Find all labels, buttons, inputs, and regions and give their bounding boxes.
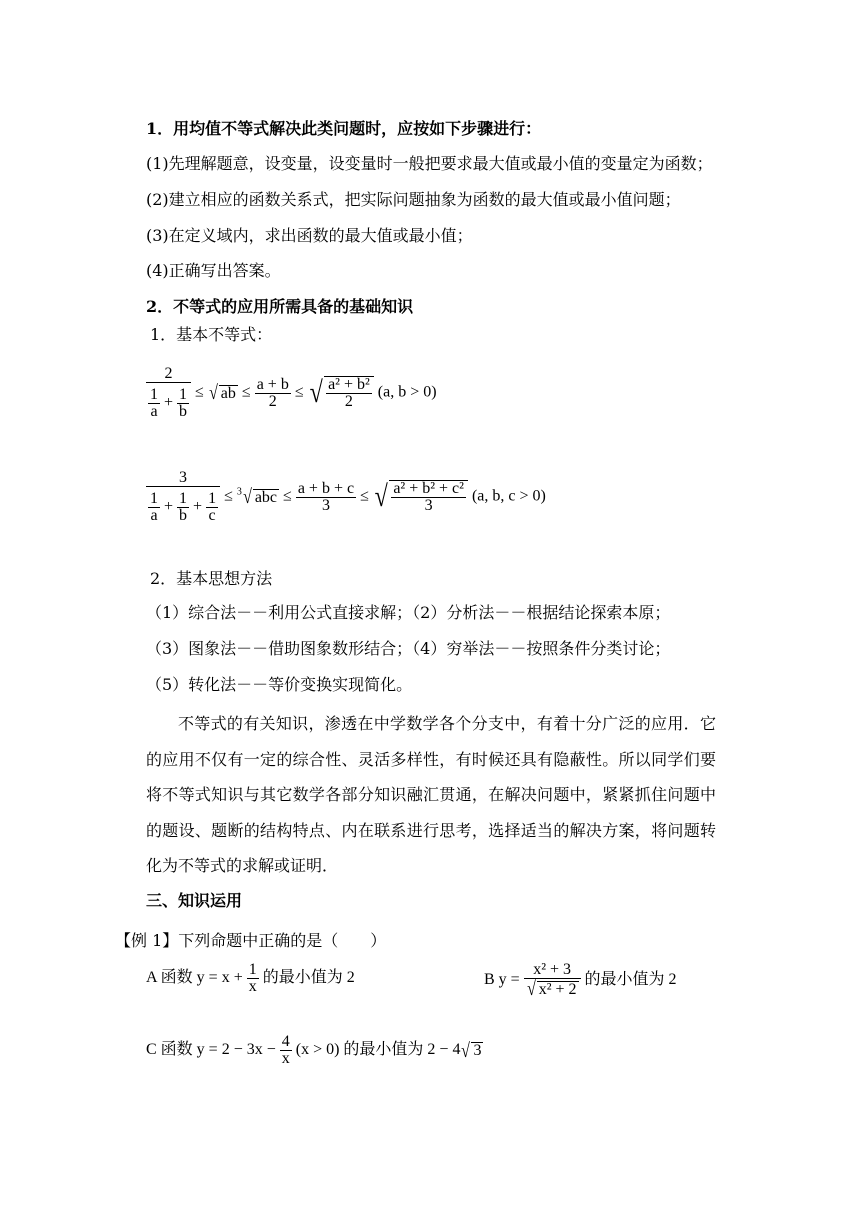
formula-2: 3 $\frac{1}{a}$ + $\frac{1}{b}$ + $\frac{1}{c}$ ≤ $^3$√ abc ≤ $\frac{a + b + c}{3}$ ≤ √ $\frac{\text{a² + b² + c²}}{3}$ (a, b, c > 0) [146,470,546,524]
harmonic-mean-fraction: 2 $\frac{1}{a}$ + $\frac{1}{b}$ [146,366,191,420]
option-a: A 函数 y = x + $\frac{1}{x}$ 的最小值为 2 [146,961,355,995]
example-1: 【例 1】下列命题中正确的是（ ） [115,931,387,950]
section-3-title: 三、知识运用 [146,891,243,910]
formula-1: 2 $\frac{1}{a}$ + $\frac{1}{b}$ ≤ √ ab ≤ $\frac{a + b}{2}$ ≤ √ $\frac{\text{a² + b²}}{2}$ (a, b > 0) [146,366,437,420]
step-4: (4)正确写出答案。 [146,261,281,280]
option-c: C 函数 y = 2 − 3x − $\frac{4}{x}$ (x > 0) 的最小值为 2 − 4√ 3 [146,1033,482,1067]
subheading-basic-inequality: 1．基本不等式： [150,325,273,344]
step-1: (1)先理解题意，设变量，设变量时一般把要求最大值或最小值的变量定为函数； [146,154,713,173]
heading-1: 1．用均值不等式解决此类问题时，应按如下步骤进行： [146,119,542,138]
subheading-methods: 2．基本思想方法 [150,569,273,588]
method-line-2: （3）图象法－－借助图象数形结合；（4）穷举法－－按照条件分类讨论； [146,639,671,658]
method-line-3: （5）转化法－－等价变换实现简化。 [146,675,413,694]
harmonic-mean-fraction-3: 3 $\frac{1}{a}$ + $\frac{1}{b}$ + $\frac{1}{c}$ [146,470,220,524]
step-2: (2)建立相应的函数关系式，把实际问题抽象为函数的最大值或最小值问题； [146,190,681,209]
heading-2: 2．不等式的应用所需具备的基础知识 [146,297,414,316]
step-3: (3)在定义域内，求出函数的最大值或最小值； [146,226,473,245]
body-paragraph: 不等式的有关知识，渗透在中学数学各个分支中，有着十分广泛的应用．它的应用不仅有一定的综合性、灵活多样性，有时候还具有隐蔽性。所以同学们要将不等式知识与其它数学各部分知识融汇贯通，在解决问题中，紧紧抓住问题中的题设、题断的结构特点、内在联系进行思考，选择适当的解决方案，将问题转化为不等式的求解或证明． [146,714,716,875]
method-line-1: （1）综合法－－利用公式直接求解；（2）分析法－－根据结论探索本原； [146,603,671,622]
option-b: B y = $\frac{\text{x² + 3}}{\text{√ x² + 2}}$ 的最小值为 2 [484,961,677,1000]
